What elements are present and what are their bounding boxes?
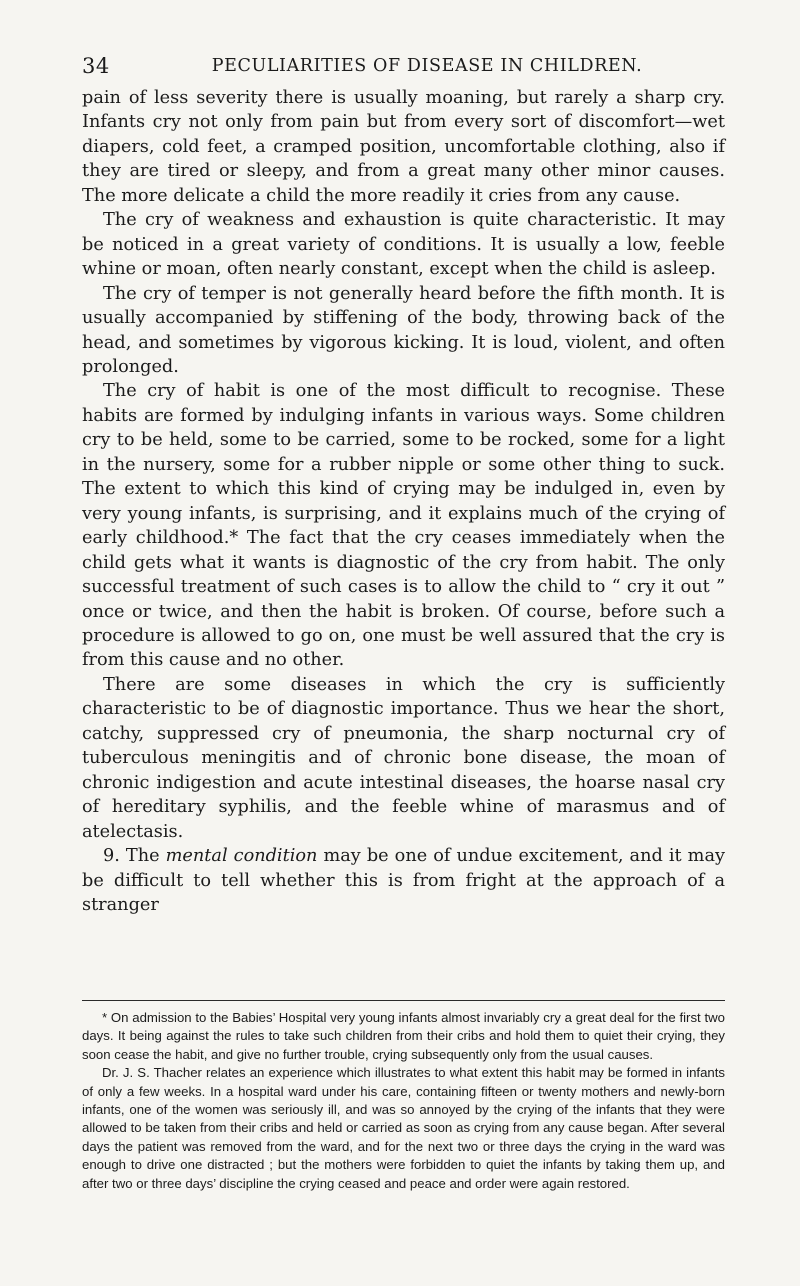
paragraph: The cry of habit is one of the most difficult to recognise. These habits are formed by indulging infants in various ways. Some children cry to be held, some to be carried, some to be rocked, some for a light in the nursery, some for a rubber nipple or some other thing to suck. The extent to which this kind of crying may be indulged in, even by very young infants, is surprising, and it explains much of the crying of early childhood.* The fact that the cry ceases immediately when the child gets what it wants is diagnostic of the cry from habit. The only successful treatment of such cases is to allow the child to “ cry it out ” once or twice, and then the habit is broken. Of course, before such a procedure is allowed to go on, one must be well assured that the cry is from this cause and no other. <box>82 381 725 671</box>
paragraph-rest: may be one of undue excitement, and it may be difficult to tell whether this is from fright at the approach of a stranger <box>82 846 725 915</box>
paragraph: The cry of temper is not generally heard before the fifth month. It is usually accompanied by stiffening of the body, throwing back of the head, and sometimes by vigorous kicking. It is loud, violent, and often prolonged. <box>82 283 725 377</box>
italic-term: mental condition <box>165 846 318 867</box>
footnote-divider <box>82 1000 725 1001</box>
paragraph: The cry of weakness and exhaustion is quite characteristic. It may be noticed in a great variety of conditions. It is usually a low, feeble whine or moan, often nearly constant, except when the child is asleep. <box>82 210 725 280</box>
footnote: * On admission to the Babies’ Hospital very young infants almost invariably cry a great deal for the first two days. It being against the rules to take such children from their cribs and hold them to quiet their crying, they soon cease the habit, and give no further trouble, crying subsequently only from the usual causes. <box>82 1010 725 1062</box>
footnotes <box>82 1009 725 1193</box>
footnote: Dr. J. S. Thacher relates an experience which illustrates to what extent this habit may be formed in infants of only a few weeks. In a hospital ward under his care, containing fifteen or twenty mothers and newly-born infants, one of the women was seriously ill, and was so annoyed by the crying of the infants that they were allowed to be taken from their cribs and held or carried as soon as crying from any cause began. After several days the patient was removed from the ward, and for the next two or three days the crying in the ward was enough to drive one distracted ; but the mothers were forbidden to quiet the infants by taking them up, and after two or three days’ discipline the crying ceased and peace and order were again restored. <box>82 1065 725 1191</box>
paragraph <box>82 844 725 917</box>
running-head <box>82 54 732 82</box>
page-title: PECULIARITIES OF DISEASE IN CHILDREN. <box>211 56 643 76</box>
page-number: 34 <box>82 54 110 78</box>
paragraph: There are some diseases in which the cry is sufficiently characteristic to be of diagnostic importance. Thus we hear the short, catchy, suppressed cry of pneumonia, the sharp nocturnal cry of tuberculous meningitis and of chronic bone disease, the moan of chronic indigestion and acute intestinal diseases, the hoarse nasal cry of hereditary syphilis, and the feeble whine of marasmus and of atelectasis. <box>82 674 725 842</box>
paragraph: pain of less severity there is usually moaning, but rarely a sharp cry. Infants cry not only from pain but from every sort of discomfort—wet diapers, cold feet, a cramped position, uncomfortable clothing, also if they are tired or sleepy, and from a great many other minor causes. The more delicate a child the more readily it cries from any cause. <box>82 88 725 206</box>
body-text <box>82 86 725 917</box>
paragraph-lead: 9. The <box>103 846 166 867</box>
